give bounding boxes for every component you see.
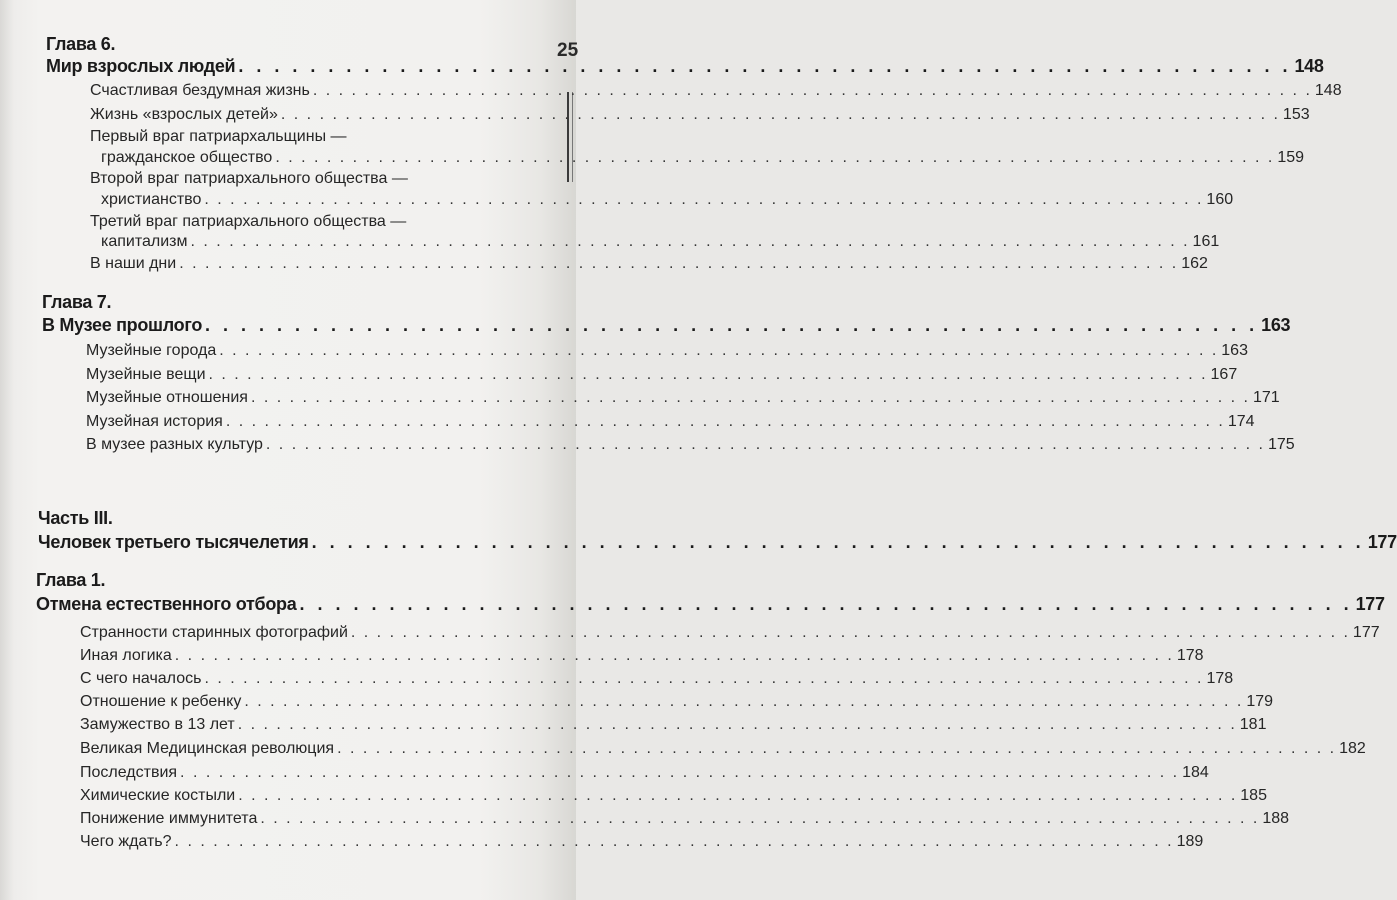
toc-entry-page-number: 163	[1221, 342, 1248, 359]
chapter-label: Глава 6.	[46, 34, 116, 54]
dot-leader: . . . . . . . . . . . . . . . . . . . . . . . . . . . . . . . . . . . . . . . . . . . . . . . . . . . . . . . . . . . . . . . . . . . . . . . . . . . . . .	[225, 413, 1225, 430]
toc-entry-page-number: 161	[1192, 233, 1220, 250]
toc-entry-title: Жизнь «взрослых детей»	[90, 106, 278, 123]
toc-entry[interactable]	[80, 624, 1380, 642]
toc-entry-page-number: 153	[1282, 106, 1310, 123]
dot-leader: . . . . . . . . . . . . . . . . . . . . . . . . . . . . . . . . . . . . . . . . . . . . . . . . . . . . . . . . . . . . . . . . . . . . . . . . . . . . . .	[208, 366, 1208, 383]
toc-entry-page-number: 159	[1277, 149, 1305, 166]
dot-leader: . . . . . . . . . . . . . . . . . . . . . . . . . . . . . . . . . . . . . . . . . . . . . . . . . . . . . . . . . . . . . . . . . . . . . . . . . . . . . .	[312, 82, 1312, 99]
toc-entry-title: Музейные отношения	[86, 389, 248, 406]
toc-entry[interactable]	[86, 342, 1248, 360]
dot-leader: . . . . . . . . . . . . . . . . . . . . . . . . . . . . . . . . . . . . . . . . . . . . . . . . . . . . . . . . . . . . . . . . . . . . . . . . . . . . . .	[350, 624, 1350, 641]
toc-entry-title: гражданское общество	[101, 149, 273, 166]
dot-leader: . . . . . . . . . . . . . . . . . . . . . . . . . . . . . . . . . . . . . . . . . . . . . . . . . . . . . . . . . . . . . . . . . . . . . . . . . . . . . .	[204, 670, 1204, 687]
toc-entry-page-number: 160	[1206, 191, 1234, 208]
toc-entry-page-number: 175	[1267, 436, 1295, 453]
chapter-heading[interactable]	[46, 56, 1324, 77]
toc-entry[interactable]	[80, 833, 1204, 851]
toc-entry[interactable]	[80, 740, 1366, 758]
toc-entry-page-number: 148	[1314, 82, 1342, 99]
dot-leader: . . . . . . . . . . . . . . . . . . . . . . . . . . . . . . . . . . . . . . . . . . . . . . . . . . . . . . . . . . . . . . . . . . . . . . . . . . . . . .	[337, 740, 1337, 757]
toc-entry[interactable]	[80, 764, 1209, 782]
toc-entry-title: Замужество в 13 лет	[80, 716, 235, 733]
toc-entry-page-number: 174	[1227, 413, 1255, 430]
dot-leader: . . . . . . . . . . . . . . . . . . . . . . . . . . . . . . . . . . . . . . . . . . . . . . . . . . . . . . . . . . . . . . . . . . . . . . . . . . . . . .	[280, 106, 1280, 123]
toc-entry-title: Чего ждать?	[80, 833, 172, 850]
toc-entry-line1: Второй враг патриархального общества —	[90, 170, 408, 187]
toc-entry-line1: Первый враг патриархальщины —	[90, 128, 347, 145]
chapter-label: Глава 1.	[36, 570, 106, 590]
chapter-page-number: 148	[1294, 56, 1324, 76]
toc-entry[interactable]	[90, 255, 1208, 273]
toc-entry[interactable]	[86, 389, 1280, 407]
toc-entry-page-number: 171	[1253, 389, 1280, 406]
toc-entry-page-number: 182	[1339, 740, 1366, 757]
toc-entry-title: Музейные вещи	[86, 366, 206, 383]
toc-entry[interactable]	[90, 82, 1342, 100]
toc-entry[interactable]	[80, 670, 1234, 688]
toc-entry-title: Последствия	[80, 764, 178, 781]
dot-leader: . . . . . . . . . . . . . . . . . . . . . . . . . . . . . . . . . . . . . . . . . . . . . . . . . . . . . . . . . . .	[205, 315, 1259, 335]
toc-entry[interactable]	[80, 787, 1267, 805]
dot-leader: . . . . . . . . . . . . . . . . . . . . . . . . . . . . . . . . . . . . . . . . . . . . . . . . . . . . . . . . . . . . . . . . . . . . . . . . . . . . . .	[265, 436, 1265, 453]
toc-entry-page-number: 179	[1246, 693, 1274, 710]
dot-leader: . . . . . . . . . . . . . . . . . . . . . . . . . . . . . . . . . . . . . . . . . . . . . . . . . . . . . . . . . . . . . . . . . . . . . . . . . . . . . .	[174, 647, 1174, 664]
toc-entry-page-number: 181	[1239, 716, 1267, 733]
dot-leader: . . . . . . . . . . . . . . . . . . . . . . . . . . . . . . . . . . . . . . . . . . . . . . . . . . . . . . . . . . . . . . . . . . . . . . . . . . . . . .	[275, 149, 1275, 166]
chapter-heading[interactable]	[38, 532, 1397, 553]
chapter-heading[interactable]	[36, 594, 1385, 615]
chapter-page-number: 163	[1261, 315, 1291, 335]
toc-entry[interactable]	[90, 106, 1310, 124]
toc-entry[interactable]	[86, 413, 1255, 431]
chapter-page-number: 177	[1355, 594, 1385, 614]
toc-entry-page-number: 185	[1240, 787, 1267, 804]
toc-entry-title: В музее разных культур	[86, 436, 263, 453]
toc-entry-title: Отношение к ребенку	[80, 693, 242, 710]
page-number: 25	[557, 40, 579, 61]
toc-entry[interactable]	[80, 647, 1204, 665]
chapter-page-number: 177	[1367, 532, 1397, 552]
toc-entry-page-number: 189	[1176, 833, 1204, 850]
chapter-title: В Музее прошлого	[42, 315, 203, 335]
toc-entry-title: Понижение иммунитета	[80, 810, 258, 827]
toc-entry-page-number: 188	[1262, 810, 1290, 827]
chapter-label: Часть III.	[38, 508, 113, 528]
toc-entry-title: Музейная история	[86, 413, 223, 430]
toc-entry-title: Химические костыли	[80, 787, 236, 804]
dot-leader: . . . . . . . . . . . . . . . . . . . . . . . . . . . . . . . . . . . . . . . . . . . . . . . . . . . . . . . . . . . . . . . . . . . . . . . . . . . . . .	[190, 233, 1190, 250]
dot-leader: . . . . . . . . . . . . . . . . . . . . . . . . . . . . . . . . . . . . . . . . . . . . . . . . . . . . . . . . . . . . . . . . . . . . . . . . . . . . . .	[238, 787, 1238, 804]
toc-entry[interactable]	[101, 149, 1305, 167]
chapter-title: Мир взрослых людей	[46, 56, 236, 76]
dot-leader: . . . . . . . . . . . . . . . . . . . . . . . . . . . . . . . . . . . . . . . . . . . . . . . . . . . . . . . . . . .	[299, 594, 1353, 614]
chapter-title: Отмена естественного отбора	[36, 594, 297, 614]
toc-entry[interactable]	[80, 693, 1274, 711]
toc-entry[interactable]	[80, 810, 1290, 828]
toc-entry-title: христианство	[101, 191, 202, 208]
dot-leader: . . . . . . . . . . . . . . . . . . . . . . . . . . . . . . . . . . . . . . . . . . . . . . . . . . . . . . . . . . .	[238, 56, 1292, 76]
toc-entry-page-number: 178	[1176, 647, 1204, 664]
dot-leader: . . . . . . . . . . . . . . . . . . . . . . . . . . . . . . . . . . . . . . . . . . . . . . . . . . . . . . . . . . . . . . . . . . . . . . . . . . . . . .	[237, 716, 1237, 733]
dot-leader: . . . . . . . . . . . . . . . . . . . . . . . . . . . . . . . . . . . . . . . . . . . . . . . . . . . . . . . . . . . . . . . . . . . . . . . . . . . . . .	[174, 833, 1174, 850]
toc-entry-title: В наши дни	[90, 255, 177, 272]
dot-leader: . . . . . . . . . . . . . . . . . . . . . . . . . . . . . . . . . . . . . . . . . . . . . . . . . . . . . . . . . . . . . . . . . . . . . . . . . . . . . .	[219, 342, 1219, 359]
toc-entry-title: Счастливая бездумная жизнь	[90, 82, 310, 99]
toc-entry-page-number: 177	[1352, 624, 1380, 641]
chapter-label: Глава 7.	[42, 292, 112, 312]
toc-entry-title: Музейные города	[86, 342, 217, 359]
dot-leader: . . . . . . . . . . . . . . . . . . . . . . . . . . . . . . . . . . . . . . . . . . . . . . . . . . . . . . . . . . . . . . . . . . . . . . . . . . . . . .	[250, 389, 1250, 406]
dot-leader: . . . . . . . . . . . . . . . . . . . . . . . . . . . . . . . . . . . . . . . . . . . . . . . . . . . . . . . . . . . . . . . . . . . . . . . . . . . . . .	[244, 693, 1244, 710]
chapter-title: Человек третьего тысячелетия	[38, 532, 309, 552]
toc-entry[interactable]	[86, 436, 1295, 454]
dot-leader: . . . . . . . . . . . . . . . . . . . . . . . . . . . . . . . . . . . . . . . . . . . . . . . . . . . . . . . . . . . . . . . . . . . . . . . . . . . . . .	[179, 255, 1179, 272]
toc-entry[interactable]	[101, 191, 1234, 209]
toc-entry-line1: Третий враг патриархального общества —	[90, 213, 407, 230]
toc-entry-page-number: 162	[1181, 255, 1208, 272]
toc-entry-page-number: 178	[1206, 670, 1234, 687]
dot-leader: . . . . . . . . . . . . . . . . . . . . . . . . . . . . . . . . . . . . . . . . . . . . . . . . . . . . . . . . . . . . . . . . . . . . . . . . . . . . . .	[260, 810, 1260, 827]
dot-leader: . . . . . . . . . . . . . . . . . . . . . . . . . . . . . . . . . . . . . . . . . . . . . . . . . . . . . . . . . . .	[311, 532, 1365, 552]
toc-entry[interactable]	[101, 233, 1220, 251]
toc-entry[interactable]	[86, 366, 1238, 384]
chapter-heading[interactable]	[42, 315, 1291, 336]
toc-entry-title: капитализм	[101, 233, 188, 250]
toc-entry[interactable]	[80, 716, 1267, 734]
dot-leader: . . . . . . . . . . . . . . . . . . . . . . . . . . . . . . . . . . . . . . . . . . . . . . . . . . . . . . . . . . . . . . . . . . . . . . . . . . . . . .	[180, 764, 1180, 781]
toc-entry-title: Великая Медицинская революция	[80, 740, 335, 757]
dot-leader: . . . . . . . . . . . . . . . . . . . . . . . . . . . . . . . . . . . . . . . . . . . . . . . . . . . . . . . . . . . . . . . . . . . . . . . . . . . . . .	[204, 191, 1204, 208]
toc-entry-title: Иная логика	[80, 647, 172, 664]
toc-entry-title: С чего началось	[80, 670, 202, 687]
toc-entry-title: Странности старинных фотографий	[80, 624, 348, 641]
toc-entry-page-number: 184	[1182, 764, 1209, 781]
toc-entry-page-number: 167	[1210, 366, 1238, 383]
